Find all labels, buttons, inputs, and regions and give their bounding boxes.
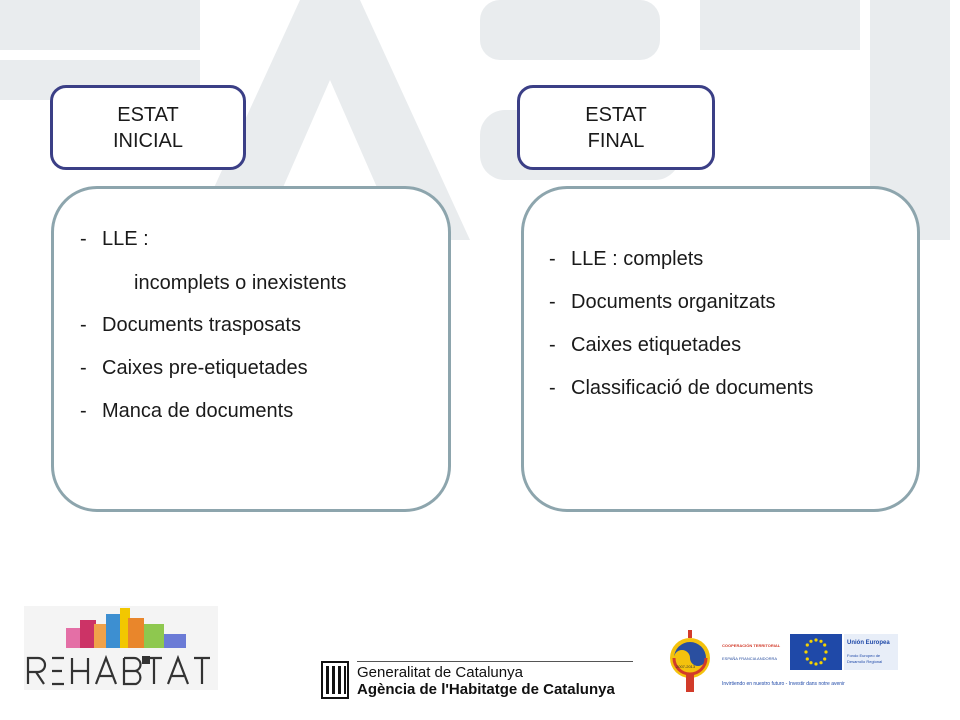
- list-item: - Documents trasposats: [80, 314, 301, 336]
- list-item: - Caixes etiquetades: [549, 334, 742, 356]
- feder-label: Fondo Europeo de: [847, 653, 881, 658]
- list-item: - LLE :: [80, 228, 149, 250]
- heading-line: FINAL: [587, 129, 645, 152]
- poctefa-title: COOPERACIÓN TERRITORIAL: [722, 643, 781, 648]
- list-item: - LLE : complets: [549, 248, 704, 270]
- heading-line: INICIAL: [112, 129, 184, 152]
- list-item: - Documents organitzats: [549, 291, 776, 313]
- generalitat-divider: [357, 661, 633, 662]
- list-item: - Manca de documents: [80, 400, 294, 422]
- poctefa-countries: ESPAÑA FRANCIA ANDORRA: [722, 656, 778, 661]
- poctefa-logo: [668, 628, 720, 694]
- agencia-habitatge-name: Agència de l'Habitatge de Catalunya: [357, 681, 615, 698]
- heading-estat-inicial: [50, 85, 246, 170]
- eu-tagline: Invirtiendo en nuestro futuro - Investir dans notre avenir: [722, 681, 845, 687]
- eu-flag-icon: [790, 634, 842, 670]
- list-item: - Classificació de documents: [549, 377, 814, 399]
- rehabitat-logo: [24, 606, 218, 690]
- heading-line: ESTAT: [585, 103, 647, 126]
- generalitat-name: Generalitat de Catalunya: [357, 664, 523, 681]
- union-europea-label: Unión Europea: [847, 640, 890, 646]
- list-item: - Caixes pre-etiquetades: [80, 357, 308, 379]
- generalitat-emblem-icon: [320, 660, 350, 700]
- list-item-continuation: incomplets o inexistents: [134, 272, 347, 294]
- heading-estat-final: [517, 85, 715, 170]
- feder-label: Desarrollo Regional: [847, 659, 883, 664]
- heading-line: ESTAT: [117, 103, 179, 126]
- poctefa-years: 2007-2013: [676, 664, 696, 669]
